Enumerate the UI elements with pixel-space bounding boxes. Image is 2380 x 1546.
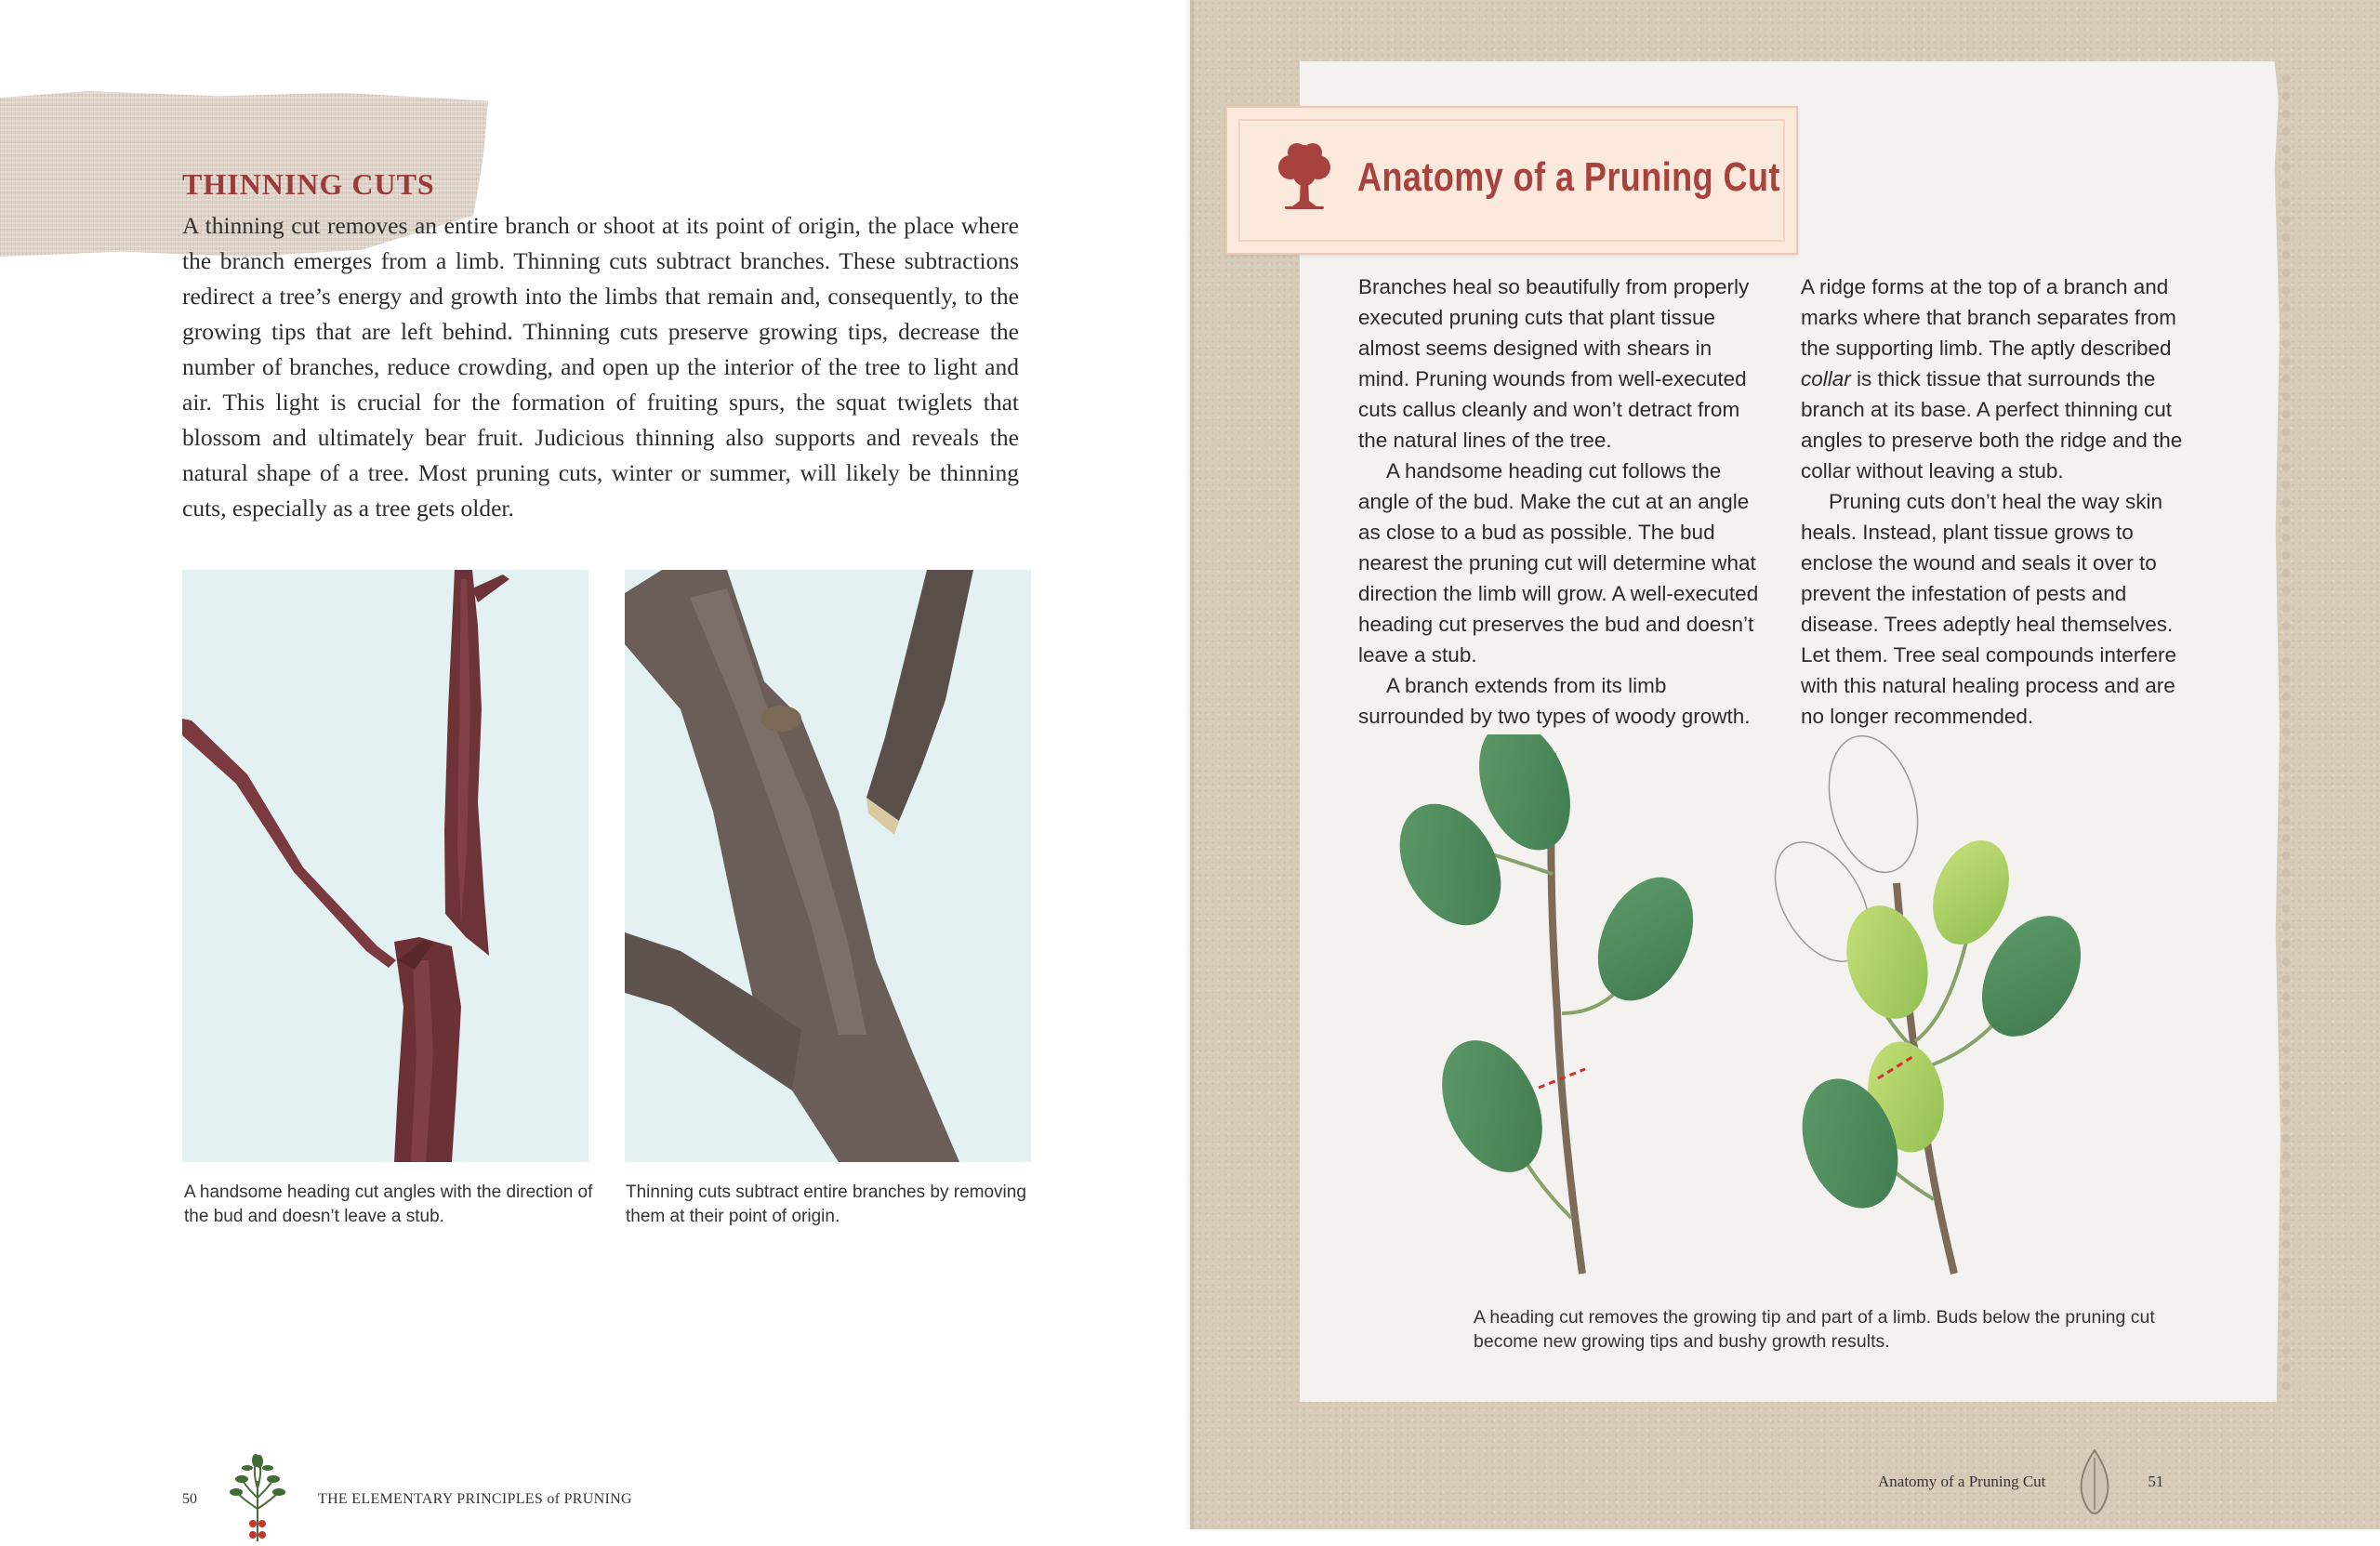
illustration-caption: A heading cut removes the growing tip and part of a limb. Buds below the pruning cut become new growing tips and bushy growth results.	[1474, 1307, 2155, 1352]
col2-paragraph-2: Pruning cuts don’t heal the way skin heals. Instead, plant tissue grows to enclose the wound and seals it over to prevent the infestation of pests and disease. Trees adeptly heal themselves. Let them. Tree seal compounds interfere with this natural healing process and are no longer recommended.	[1801, 490, 2176, 728]
body-paragraph: A thinning cut removes an entire branch or shoot at its point of origin, the place where the branch emerges from a limb. Thinning cuts subtract branches. These subtractions redirect a tree’s energy and growth into the limbs that remain and, consequently, to the growing tips that are left behind. Thinning cuts preserve growing tips, decrease the number of branches, reduce crowding, and open up the interior of the tree to light and air. This light is crucial for the formation of fruiting spurs, the squat twiglets that blossom and ultimately bear fruit. Judicious thinning also supports and reveals the natural shape of a tree. Most pruning cuts, winter or summer, will likely be thinning cuts, especially as a tree gets older.	[182, 212, 1019, 522]
col1-paragraph-1: Branches heal so beautifully from properly executed pruning cuts that plant tissue almost seems designed with shears in mind. Pruning wounds from well-executed cuts callus cleanly and won’t detract from the natural lines of the tree.	[1358, 275, 1750, 452]
running-head-left: THE ELEMENTARY PRINCIPLES of PRUNING	[318, 1491, 632, 1507]
heading-cut-illustration	[182, 570, 588, 1162]
col1-paragraph-3: A branch extends from its limb surrounded by two types of woody growth.	[1358, 674, 1751, 728]
thinning-cut-illustration	[625, 570, 1031, 1162]
page-number-right: 51	[2148, 1473, 2164, 1490]
leaf-icon	[2073, 1448, 2116, 1515]
running-head-right: Anatomy of a Pruning Cut	[1878, 1473, 2046, 1490]
tree-icon	[1272, 139, 1337, 214]
branch-after-cut	[1756, 734, 2101, 1274]
perforated-edge	[2280, 70, 2293, 1390]
branch-before-cut	[1385, 734, 1712, 1274]
photo-caption-2: Thinning cuts subtract entire branches by removing them at their point of origin.	[626, 1183, 1026, 1226]
collar-term: collar	[1801, 367, 1851, 390]
col2-p1-before: A ridge forms at the top of a branch and marks where that branch separates from the supporting limb. The aptly described	[1801, 275, 2176, 360]
col2-p1-after: is thick tissue that surrounds the branch at its base. A perfect thinning cut angles to preserve both the ridge and the collar without leaving a stub.	[1801, 367, 2183, 482]
heading-cut-photo	[182, 570, 588, 1162]
section-heading: THINNING CUTS	[182, 167, 435, 201]
footer-left	[182, 1453, 632, 1546]
tree-sprig-icon	[225, 1453, 290, 1546]
thinning-cut-photo	[625, 570, 1031, 1162]
footer-right	[1878, 1448, 2163, 1515]
photo-caption-1: A handsome heading cut angles with the direction of the bud and doesn’t leave a stub.	[184, 1183, 593, 1226]
text-column-2	[1801, 271, 2202, 732]
page-number-left: 50	[182, 1491, 197, 1507]
heading-cut-leaf-illustration	[1385, 734, 2185, 1292]
gutter-shadow	[1183, 0, 1194, 1529]
col2-paragraph-1	[1801, 271, 2202, 486]
col1-paragraph-2: A handsome heading cut follows the angle of the bud. Make the cut at an angle as close to a bud as possible. The bud nearest the pruning cut will determine what direction the limb will grow. A well-executed heading cut preserves the bud and doesn’t leave a stub.	[1358, 459, 1759, 667]
text-column-1	[1358, 271, 1760, 732]
page-title: Anatomy of a Pruning Cut	[1357, 154, 1780, 200]
